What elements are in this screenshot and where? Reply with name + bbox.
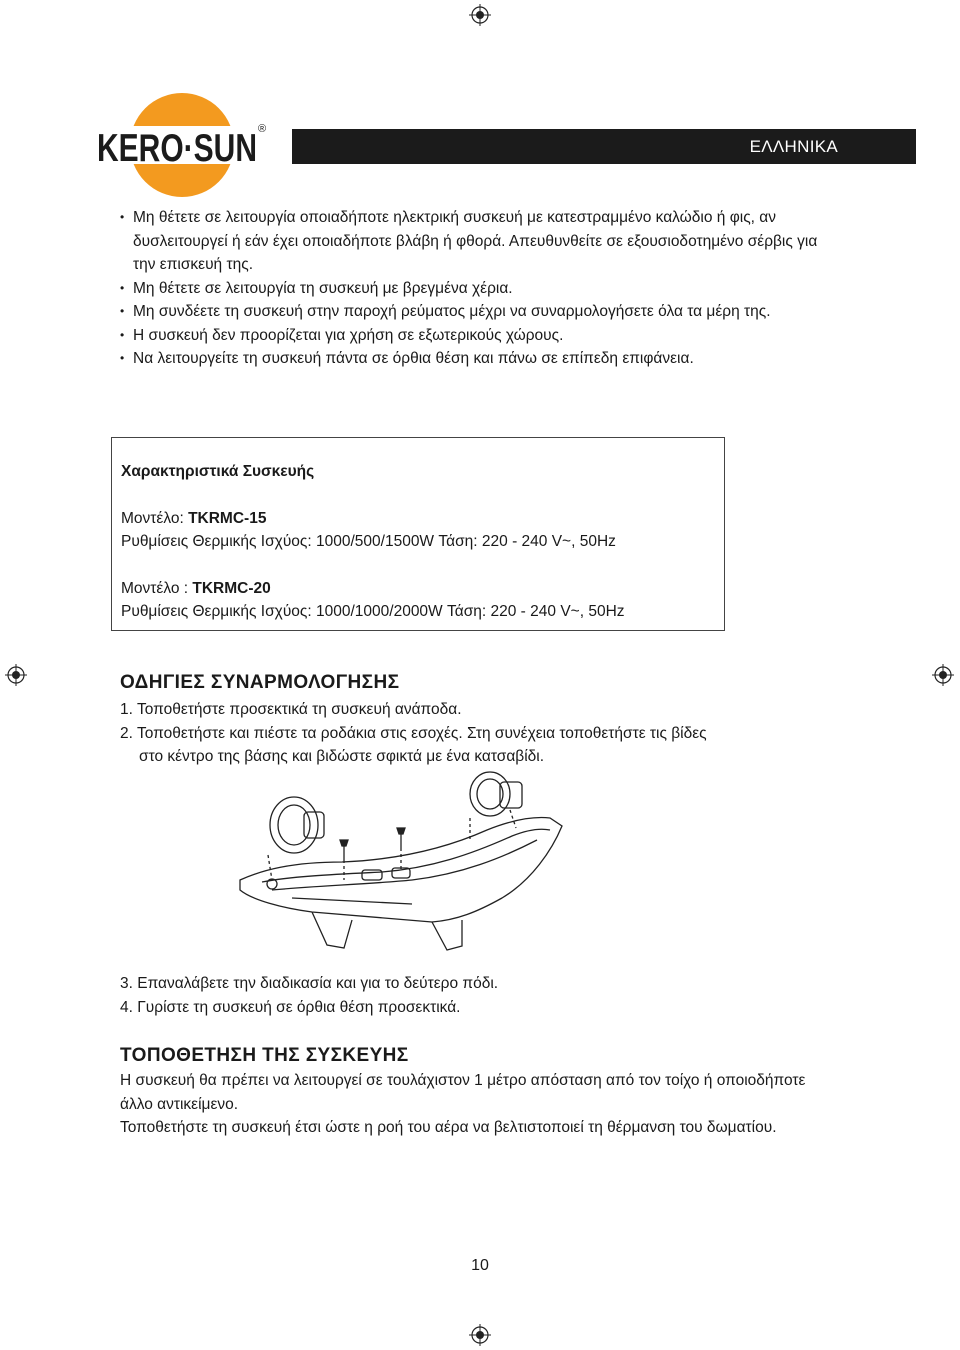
registration-mark-icon: [469, 4, 491, 26]
logo-text: KERO·SUN: [97, 127, 257, 170]
step-item: 4. Γυρίστε τη συσκευή σε όρθια θέση προσεκτικά.: [120, 998, 461, 1016]
placement-body: [120, 1069, 842, 1140]
list-item: • Μη συνδέετε τη συσκευή στην παροχή ρεύματος μέχρι να συναρμολογήσετε όλα τα μέρη της.: [120, 300, 842, 324]
step-item: 3. Επαναλάβετε την διαδικασία και για το δεύτερο πόδι.: [120, 975, 499, 992]
step-item-continuation: στο κέντρο της βάσης και βιδώστε σφικτά με ένα κατσαβίδι.: [139, 748, 545, 765]
specifications-title: Χαρακτηριστικά Συσκευής: [121, 463, 315, 480]
model-label: Μοντέλο:: [121, 509, 189, 527]
list-item: • Μη θέτετε σε λειτουργία οποιαδήποτε ηλεκτρική συσκευή με κατεστραμμένο καλώδιο ή φις, αν δυσλειτουργεί ή εάν έχει οποιαδήποτε βλάβη ή φθορά. Απευθυνθείτε σε εξουσιοδοτημένο σέρβις για την επισκευή της.: [120, 206, 842, 277]
list-item: • Μη θέτετε σε λειτουργία τη συσκευή με βρεγμένα χέρια.: [120, 277, 842, 301]
placement-paragraph: Η συσκευή θα πρέπει να λειτουργεί σε τουλάχιστον 1 μέτρο απόσταση από τον τοίχο ή οποιοδήποτε άλλο αντικείμενο.: [120, 1072, 806, 1113]
registered-mark: ®: [258, 123, 267, 135]
registration-mark-icon: [5, 664, 27, 686]
model-name: TKRMC-20: [192, 579, 271, 597]
model-details: Ρυθμίσεις Θερμικής Ισχύος: 1000/1000/2000W Τάση: 220 - 240 V~, 50Hz: [121, 603, 625, 620]
step-item: 2. Τοποθετήστε και πιέστε τα ροδάκια στις εσοχές. Στη συνέχεια τοποθετήστε τις βίδες: [120, 724, 707, 742]
list-item: • Να λειτουργείτε τη συσκευή πάντα σε όρθια θέση και πάνω σε επίπεδη επιφάνεια.: [120, 347, 842, 371]
safety-bullet-list: [120, 206, 842, 371]
placement-title: ΤΟΠΟΘΕΤΗΣΗ ΤΗΣ ΣΥΣΚΕΥΗΣ: [120, 1045, 409, 1066]
assembly-title: ΟΔΗΓΙΕΣ ΣΥΝΑΡΜΟΛΟΓΗΣΗΣ: [120, 672, 400, 693]
registration-mark-icon: [469, 1324, 491, 1346]
model-line: [121, 577, 721, 601]
placement-paragraph: Τοποθετήστε τη συσκευή έτσι ώστε η ροή του αέρα να βελτιστοποιεί τη θέρμανση του δωματίου.: [120, 1119, 777, 1136]
brand-logo: [95, 92, 275, 198]
step-item: 1. Τοποθετήστε προσεκτικά τη συσκευή ανάποδα.: [120, 701, 462, 718]
assembly-steps-continued: [120, 972, 845, 1019]
specifications-box: [111, 437, 725, 631]
page-number: 10: [471, 1257, 489, 1274]
language-header-bar: [292, 129, 916, 164]
list-item: • Η συσκευή δεν προορίζεται για χρήση σε εξωτερικούς χώρους.: [120, 324, 842, 348]
model-line: [121, 507, 721, 531]
model-details: Ρυθμίσεις Θερμικής Ισχύος: 1000/500/1500W Τάση: 220 - 240 V~, 50Hz: [121, 533, 616, 550]
registration-mark-icon: [932, 664, 954, 686]
model-label: Μοντέλο :: [121, 579, 193, 597]
assembly-steps: [120, 698, 845, 769]
language-label: ΕΛΛΗΝΙΚΑ: [749, 137, 838, 156]
assembly-illustration: [232, 770, 574, 960]
model-name: TKRMC-15: [188, 509, 267, 527]
